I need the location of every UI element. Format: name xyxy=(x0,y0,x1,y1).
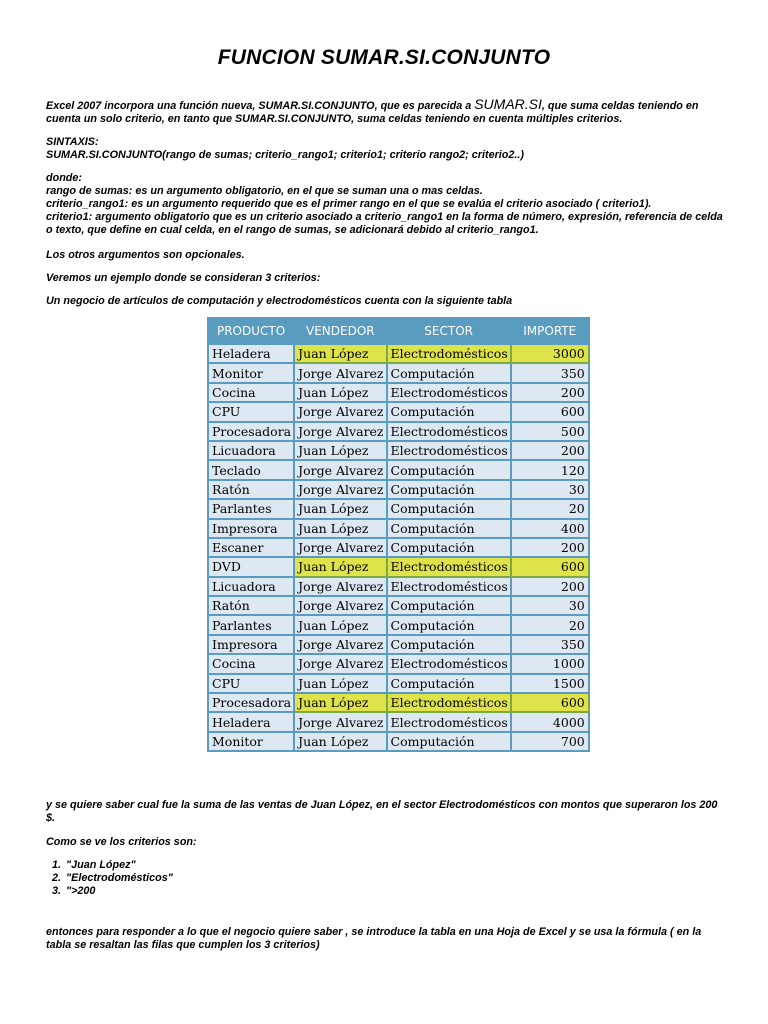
table-row xyxy=(208,383,589,402)
cell-sector: Computación xyxy=(387,596,511,615)
cell-producto: Heladera xyxy=(208,712,294,731)
cell-producto: Ratón xyxy=(208,596,294,615)
cell-sector: Computación xyxy=(387,635,511,654)
cell-importe: 4000 xyxy=(511,712,589,731)
cell-vendedor: Jorge Alvarez xyxy=(294,635,386,654)
cell-importe: 400 xyxy=(511,519,589,538)
cell-sector: Electrodomésticos xyxy=(387,577,511,596)
list-item: 1. "Juan López" xyxy=(64,859,173,872)
donde-label: donde: xyxy=(46,172,82,184)
cell-vendedor: Juan López xyxy=(294,693,386,712)
table-row xyxy=(208,441,589,460)
cell-sector: Computación xyxy=(387,674,511,693)
cell-importe: 700 xyxy=(511,732,589,751)
definition-item: rango de sumas: es un argumento obligatorio, en el que se suman una o mas celdas. xyxy=(46,185,483,197)
sales-table xyxy=(207,317,590,752)
cell-sector: Electrodomésticos xyxy=(387,422,511,441)
cell-producto: Procesadora xyxy=(208,422,294,441)
table-row xyxy=(208,402,589,421)
cell-importe: 30 xyxy=(511,480,589,499)
table-row xyxy=(208,538,589,557)
cell-vendedor: Jorge Alvarez xyxy=(294,460,386,479)
cell-producto: Impresora xyxy=(208,635,294,654)
table-row xyxy=(208,519,589,538)
table-row xyxy=(208,654,589,673)
cell-importe: 200 xyxy=(511,383,589,402)
cell-sector: Computación xyxy=(387,363,511,382)
cell-producto: Licuadora xyxy=(208,441,294,460)
table-row xyxy=(208,460,589,479)
cell-vendedor: Juan López xyxy=(294,732,386,751)
cell-vendedor: Juan López xyxy=(294,383,386,402)
definition-item: criterio1: argumento obligatorio que es un criterio asociado a criterio_rango1 en la forma de número, expresión, referencia de celda o texto, que define en cual celda, en el rango de sumas, se adicionará debido al criterio_rango1. xyxy=(46,211,723,236)
cell-vendedor: Jorge Alvarez xyxy=(294,538,386,557)
cell-producto: Monitor xyxy=(208,732,294,751)
intro-emphasis: SUMAR.SI xyxy=(474,96,542,112)
cell-producto: Impresora xyxy=(208,519,294,538)
cell-producto: Parlantes xyxy=(208,615,294,634)
table-row xyxy=(208,499,589,518)
table-row xyxy=(208,557,589,576)
cell-vendedor: Juan López xyxy=(294,615,386,634)
cell-importe: 30 xyxy=(511,596,589,615)
cell-producto: Monitor xyxy=(208,363,294,382)
cell-vendedor: Juan López xyxy=(294,344,386,363)
cell-importe: 600 xyxy=(511,693,589,712)
cell-importe: 200 xyxy=(511,538,589,557)
ejemplo-text: Veremos un ejemplo donde se consideran 3 criterios: xyxy=(46,272,321,284)
criterios-list xyxy=(28,859,173,898)
cell-importe: 200 xyxy=(511,441,589,460)
header-importe: IMPORTE xyxy=(511,318,589,344)
cell-sector: Electrodomésticos xyxy=(387,383,511,402)
cell-vendedor: Juan López xyxy=(294,557,386,576)
cell-sector: Computación xyxy=(387,538,511,557)
table-row xyxy=(208,693,589,712)
cell-sector: Electrodomésticos xyxy=(387,441,511,460)
cell-importe: 120 xyxy=(511,460,589,479)
definitions-block xyxy=(46,172,726,237)
table-row xyxy=(208,422,589,441)
table-row xyxy=(208,577,589,596)
cell-sector: Computación xyxy=(387,519,511,538)
cell-producto: DVD xyxy=(208,557,294,576)
cell-vendedor: Jorge Alvarez xyxy=(294,363,386,382)
negocio-text: Un negocio de artículos de computación y electrodomésticos cuenta con la siguiente tabla xyxy=(46,295,513,307)
cell-sector: Electrodomésticos xyxy=(387,712,511,731)
cell-sector: Computación xyxy=(387,615,511,634)
cell-importe: 200 xyxy=(511,577,589,596)
cell-producto: Procesadora xyxy=(208,693,294,712)
table-row xyxy=(208,732,589,751)
cell-vendedor: Jorge Alvarez xyxy=(294,577,386,596)
header-producto: PRODUCTO xyxy=(208,318,294,344)
header-vendedor: VENDEDOR xyxy=(294,318,386,344)
table-row xyxy=(208,344,589,363)
cell-producto: Ratón xyxy=(208,480,294,499)
cell-vendedor: Jorge Alvarez xyxy=(294,712,386,731)
cell-importe: 1500 xyxy=(511,674,589,693)
cell-importe: 20 xyxy=(511,615,589,634)
pregunta-text: y se quiere saber cual fue la suma de las ventas de Juan López, en el sector Electrodomésticos con montos que superaron los 200 $. xyxy=(46,799,718,824)
cell-vendedor: Juan López xyxy=(294,674,386,693)
cell-vendedor: Jorge Alvarez xyxy=(294,480,386,499)
cell-vendedor: Jorge Alvarez xyxy=(294,402,386,421)
cell-vendedor: Jorge Alvarez xyxy=(294,596,386,615)
cell-sector: Computación xyxy=(387,460,511,479)
cell-sector: Computación xyxy=(387,732,511,751)
cell-vendedor: Juan López xyxy=(294,441,386,460)
cell-sector: Computación xyxy=(387,480,511,499)
cell-vendedor: Jorge Alvarez xyxy=(294,654,386,673)
sintaxis-text: SUMAR.SI.CONJUNTO(rango de sumas; criterio_rango1; criterio1; criterio rango2; criterio2..) xyxy=(46,149,524,161)
cell-importe: 600 xyxy=(511,402,589,421)
cell-sector: Computación xyxy=(387,402,511,421)
cell-sector: Electrodomésticos xyxy=(387,693,511,712)
cell-vendedor: Juan López xyxy=(294,499,386,518)
cell-sector: Computación xyxy=(387,499,511,518)
cell-vendedor: Jorge Alvarez xyxy=(294,422,386,441)
cell-sector: Electrodomésticos xyxy=(387,344,511,363)
cell-sector: Electrodomésticos xyxy=(387,557,511,576)
list-item: 2. "Electrodomésticos" xyxy=(64,872,173,885)
cell-importe: 20 xyxy=(511,499,589,518)
list-item: 3. ">200 xyxy=(64,885,173,898)
header-sector: SECTOR xyxy=(387,318,511,344)
intro-text-1: Excel 2007 incorpora una función nueva, SUMAR.SI.CONJUNTO, que es parecida a xyxy=(46,100,475,112)
table-body xyxy=(208,344,589,751)
table-row xyxy=(208,596,589,615)
cell-importe: 500 xyxy=(511,422,589,441)
cell-producto: Teclado xyxy=(208,460,294,479)
cell-producto: Licuadora xyxy=(208,577,294,596)
criterios-intro: Como se ve los criterios son: xyxy=(46,836,197,848)
page-title: FUNCION SUMAR.SI.CONJUNTO xyxy=(217,46,551,69)
cell-producto: Cocina xyxy=(208,383,294,402)
cell-vendedor: Juan López xyxy=(294,519,386,538)
table-row xyxy=(208,674,589,693)
cell-producto: Escaner xyxy=(208,538,294,557)
table-row xyxy=(208,363,589,382)
cell-producto: Cocina xyxy=(208,654,294,673)
cell-sector: Electrodomésticos xyxy=(387,654,511,673)
sintaxis-block xyxy=(46,136,726,162)
cell-producto: CPU xyxy=(208,402,294,421)
cell-importe: 600 xyxy=(511,557,589,576)
cell-importe: 1000 xyxy=(511,654,589,673)
cell-importe: 350 xyxy=(511,635,589,654)
definition-item: criterio_rango1: es un argumento requerido que es el primer rango en el que se evalúa el criterio asociado ( criterio1). xyxy=(46,198,652,210)
intro-paragraph xyxy=(46,98,726,126)
table-row xyxy=(208,480,589,499)
sales-table-container xyxy=(207,317,590,752)
cell-producto: Heladera xyxy=(208,344,294,363)
table-row xyxy=(208,712,589,731)
opcionales-text: Los otros argumentos son opcionales. xyxy=(46,249,245,261)
cell-producto: CPU xyxy=(208,674,294,693)
cell-producto: Parlantes xyxy=(208,499,294,518)
table-row xyxy=(208,635,589,654)
sintaxis-label: SINTAXIS: xyxy=(46,136,99,148)
conclusion-text: entonces para responder a lo que el negocio quiere saber , se introduce la tabla en una Hoja de Excel y se usa la fórmula ( en la tabla se resaltan las filas que cumplen los 3 criterios) xyxy=(46,926,702,951)
table-row xyxy=(208,615,589,634)
cell-importe: 350 xyxy=(511,363,589,382)
cell-importe: 3000 xyxy=(511,344,589,363)
table-header-row xyxy=(208,318,589,344)
intro-text-2: , que suma celdas teniendo en cuenta un solo criterio, en tanto que SUMAR.SI.CONJUNTO, suma celdas teniendo en cuenta múltiples criterios. xyxy=(46,100,699,125)
